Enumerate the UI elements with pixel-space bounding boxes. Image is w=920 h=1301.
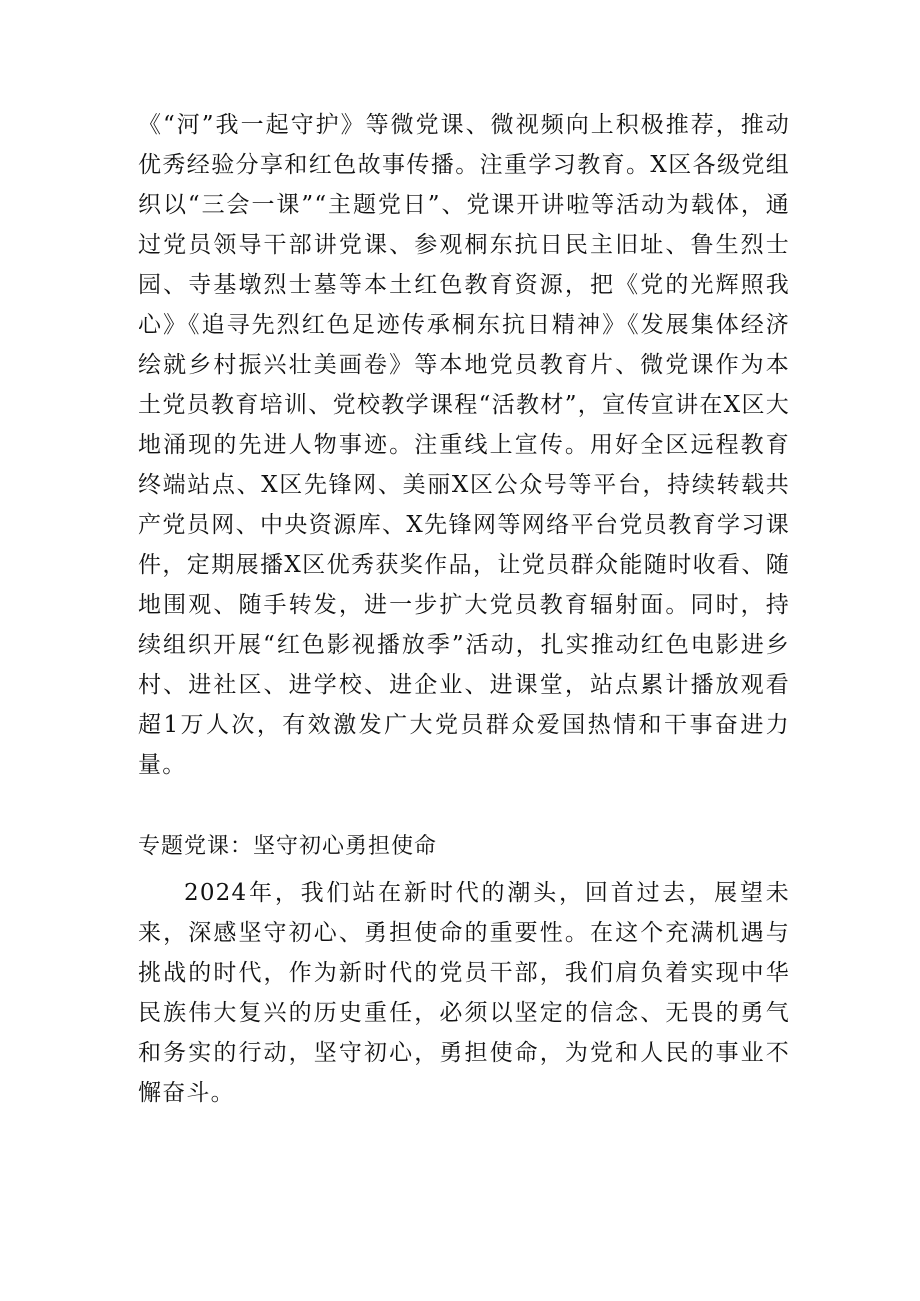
section-paragraph: 2024年，我们站在新时代的潮头，回首过去，展望未来，深感坚守初心、勇担使命的重要性。在这个充满机遇与挑战的时代，作为新时代的党员干部，我们肩负着实现中华民族伟大复兴的历史重任，必须以坚定的信念、无畏的勇气和务实的行动，坚守初心，勇担使命，为党和人民的事业不懈奋斗。: [138, 880, 790, 1106]
continued-paragraph: 《“河”我一起守护》等微党课、微视频向上积极推荐，推动优秀经验分享和红色故事传播。注重学习教育。X区各级党组织以“三会一课”“主题党日”、党课开讲啦等活动为载体，通过党员领导干部讲党课、参观桐东抗日民主旧址、鲁生烈士园、寺基墩烈士墓等本土红色教育资源，把《党的光辉照我心》《追寻先烈红色足迹传承桐东抗日精神》《发展集体经济绘就乡村振兴壮美画卷》等本地党员教育片、微党课作为本土党员教育培训、党校教学课程“活教材”，宣传宣讲在X区大地涌现的先进人物事迹。注重线上宣传。用好全区远程教育终端站点、X区先锋网、美丽X区公众号等平台，持续转载共产党员网、中央资源库、X先锋网等网络平台党员教育学习课件，定期展播X区优秀获奖作品，让党员群众能随时收看、随地围观、随手转发，进一步扩大党员教育辐射面。同时，持续组织开展“红色影视播放季”活动，扎实推动红色电影进乡村、进社区、进学校、进企业、进课堂，站点累计播放观看超1万人次，有效激发广大党员群众爱国热情和干事奋进力量。: [138, 112, 790, 778]
document-body: [138, 105, 790, 1113]
section-title: 专题党课：坚守初心勇担使命: [138, 834, 438, 859]
